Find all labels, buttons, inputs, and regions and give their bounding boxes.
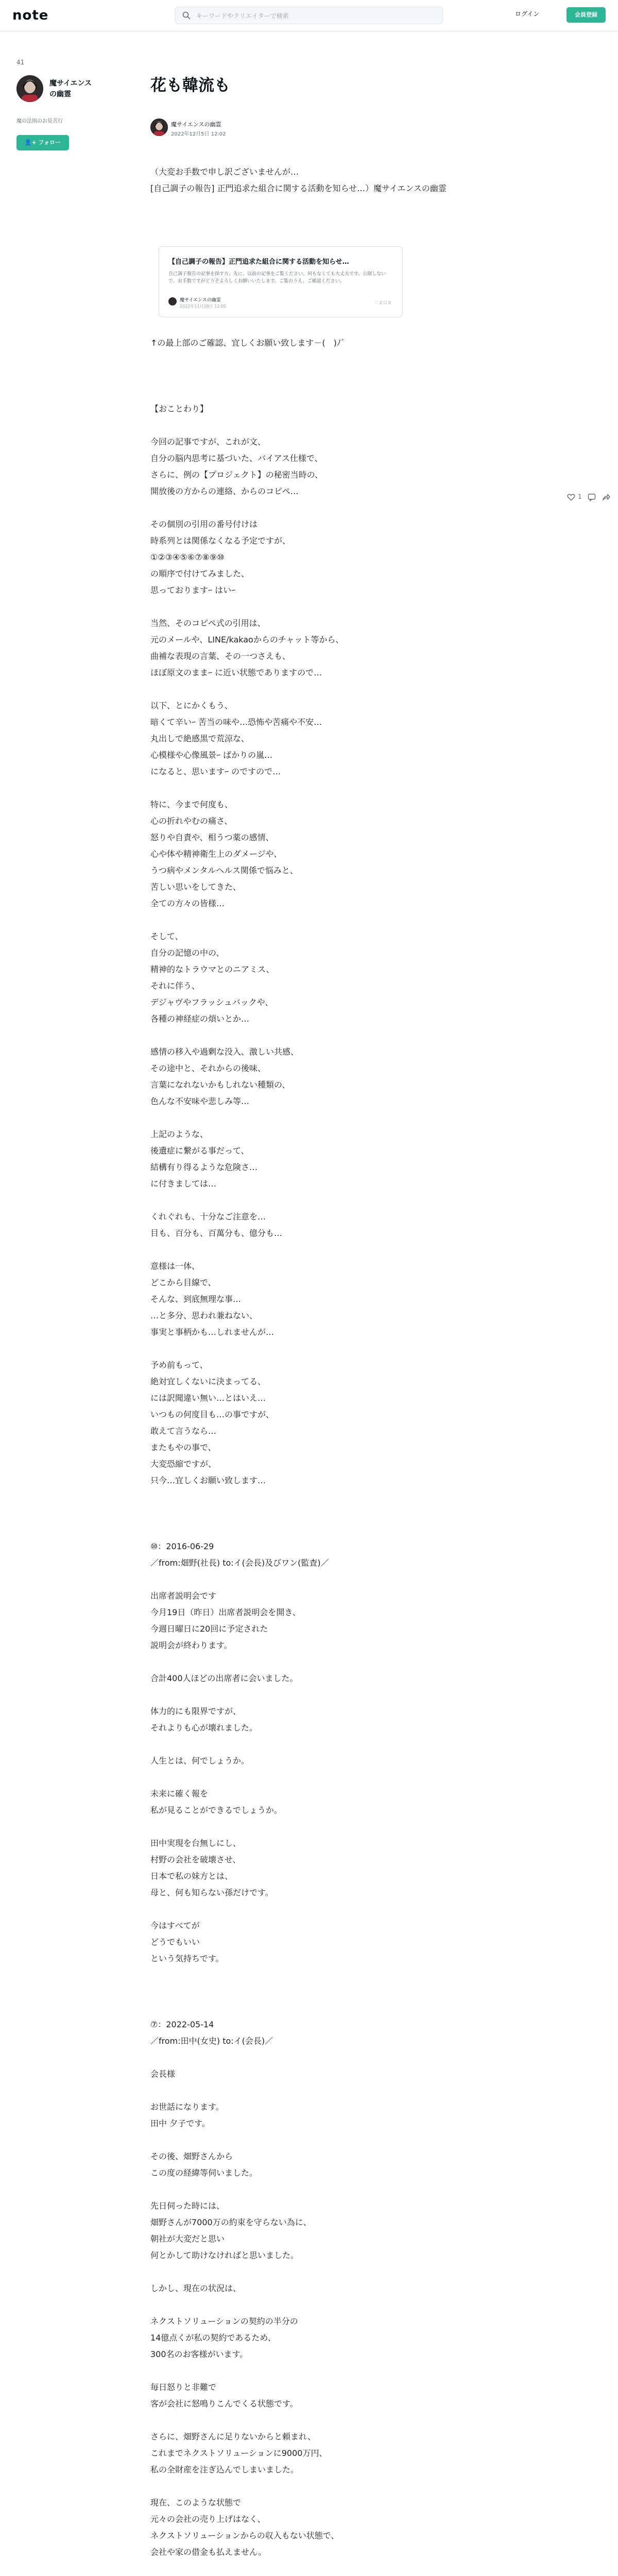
site-header [0,0,618,31]
search-box[interactable] [175,7,443,24]
author-avatar[interactable] [150,118,168,136]
search-input[interactable] [195,7,439,25]
embed-author-avatar [168,297,177,306]
article-count: 41 [16,59,25,66]
share-icon[interactable] [602,493,611,502]
article-intro: （大変お手数で申し訳ございませんが… [自己調子の報告] 正門追求た組合に関する活動を知らせ…）魔サイエンスの幽霊 [150,167,447,193]
creator-name[interactable]: 魔サイエンスの幽霊 [49,79,92,98]
follow-button[interactable] [16,135,69,150]
note-logo[interactable]: note [12,8,49,23]
embed-date: 2022年11月28日 12:02 [180,304,227,309]
embed-title: 【自己調子の報告】正門追求た組合に関する活動を知らせ… [168,258,349,266]
article-title: 花も韓流も [150,76,230,95]
login-link[interactable]: ログイン [515,10,540,18]
embed-author: 魔サイエンスの幽霊 [180,298,221,303]
creator-avatar[interactable] [16,75,43,102]
avatar-image [16,75,43,102]
publish-date: 2022年12月5日 12:02 [171,131,226,137]
register-button[interactable]: 会員登録 [566,7,606,23]
embedded-article-card[interactable] [159,246,403,317]
comment-icon[interactable] [587,493,596,502]
embed-description: 自己調子報告の記事を探す方、先に、以前の記事をご覧ください。何もなくても大丈夫です。公開しないで、お手数ですがどうぞよろしくお願いいたします。ご覧のうえ、ご確認ください。 [168,272,386,284]
like-count: 1 [578,493,582,500]
heart-icon[interactable] [566,493,576,502]
search-icon [182,11,191,20]
author-name[interactable]: 魔サイエンスの幽霊 [171,121,221,128]
embed-stats: ♡ 2 ☐ 0 [374,300,391,305]
add-user-icon: 👤+ [24,139,39,146]
follow-label: フォロー [38,139,61,146]
article-actions [566,492,613,504]
author-avatar-image [150,118,168,136]
article-body: ↑の最上部のご確認、宜しくお願い致します－( )ﾉ゛ 【おことわり】 今回の記事ですが、これが文、 自分の脳内思考に基づいた、バイアス仕様で、 さらに、例の【プロジェクト】の秘密当時の、 開放後の方からの連絡、からのコピペ… その個別の引用の番号付けは 時系列とは関係なくなる予定ですが、 ①②③④⑤⑥⑦⑧⑨⑩ の順序で付けてみました、 思っておりますｰ はいｰ 当然、そのコピペ式の引用は、 元のメールや、LINE/kakaoからのチャット等から、 曲補な表現の言葉、その一つさえも、 ほぼ原文のままｰ に近い状態でありますので… 以下、とにかくもう、 暗くて辛いｰ 苦当の味や…恐怖や苦痛や不安… 丸出しで絶感黒で荒涼な、 心模様や心像風景ｰ ばかりの嵐… になると、思いますｰ のですので… 特に、今まで何度も、 心の折れやむの痛さ、 怒りや自責や、相うつ薬の感情、 心や体や精神衛生上のダメージや、 うつ病やメンタルヘルス関係で悩みと、 苦しい思いをしてきた、 全ての方々の皆様… そして、 自分の記憶の中の、 精神的なトラウマとのニアミス、 それに伴う、 デジャヴやフラッシュバックや、 各種の神経症の煩いとか… 感情の移入や過剰な没入、激しい共感、 その途中と、それからの後味、 言葉になれないかもしれない種類の、 色んな不安味や悲しみ等… 上記のような、 後遺症に繋がる事だって、 結構有り得るような危険さ… に付きましては… くれぐれも、十分なご注意を… 目も、百分も、百萬分も、億分も… 意様は一体、 どこから目線で、 そんな、到底無理な事… …と多分、思われ兼ねない、 事実と事柄かも…しれませんが… 予め前もって、 絶対宜しくないに決まってる、 には訳聞違い無い…とはいえ… いつもの何度目も…の事ですが、 敢えて言うなら… またもやの事で、 大変恐縮ですが、 只今…宜しくお願い致します… ⑩：2016-06-29 ／from:畑野(社長) to:イ(会長)及びワン(監査)／ 出席者説明会です 今月19日（昨日）出席者説明会を開き、 今週日曜日に20回に予定された 説明会が終わります。 合計400人ほどの出席者に会いました。 体力的にも限界ですが、 それよりも心が壊れました。 人生とは、何でしょうか。 未来に確く報を 私が見ることができるでしょうか。 田中実現を台無しにし、 村野の会社を破壊させ、 日本で私の妹方とは、 母と、何も知らない孫だけです。 今はすべてが どうでもいい という気持ちです。 ⑦：2022-05-14 ／from:田中(女史) to:イ(会長)／ 会長様 お世話になります。 田中 夕子です。 その後、畑野さんから この度の経緯等伺いました。 先日伺った時には、 畑野さんが7000万の約束を守らない為に、 朝社が大変だと思い 何とかして助けなければと思いました。 しかし、現在の状況は、 ネクストソリューションの契約の半分の 14億点くが私の契約であるため、 300名のお客様がいます。 毎日怒りと非難で 客が会社に怒鳴りこんでくる状態です。 さらに、畑野さんに足りないからと頼まれ、 これまでネクストソリューションに9000万円、 私の全財産を注ぎ込んでしまいました。 現在、このような状態で 元々の会社の売り上げはなく、 ネクストソリューションからの収入もない状態で、 会社や家の借金も払えません。 [150,338,349,2557]
creator-description: 魔の法則のお見苦行 [16,118,63,124]
